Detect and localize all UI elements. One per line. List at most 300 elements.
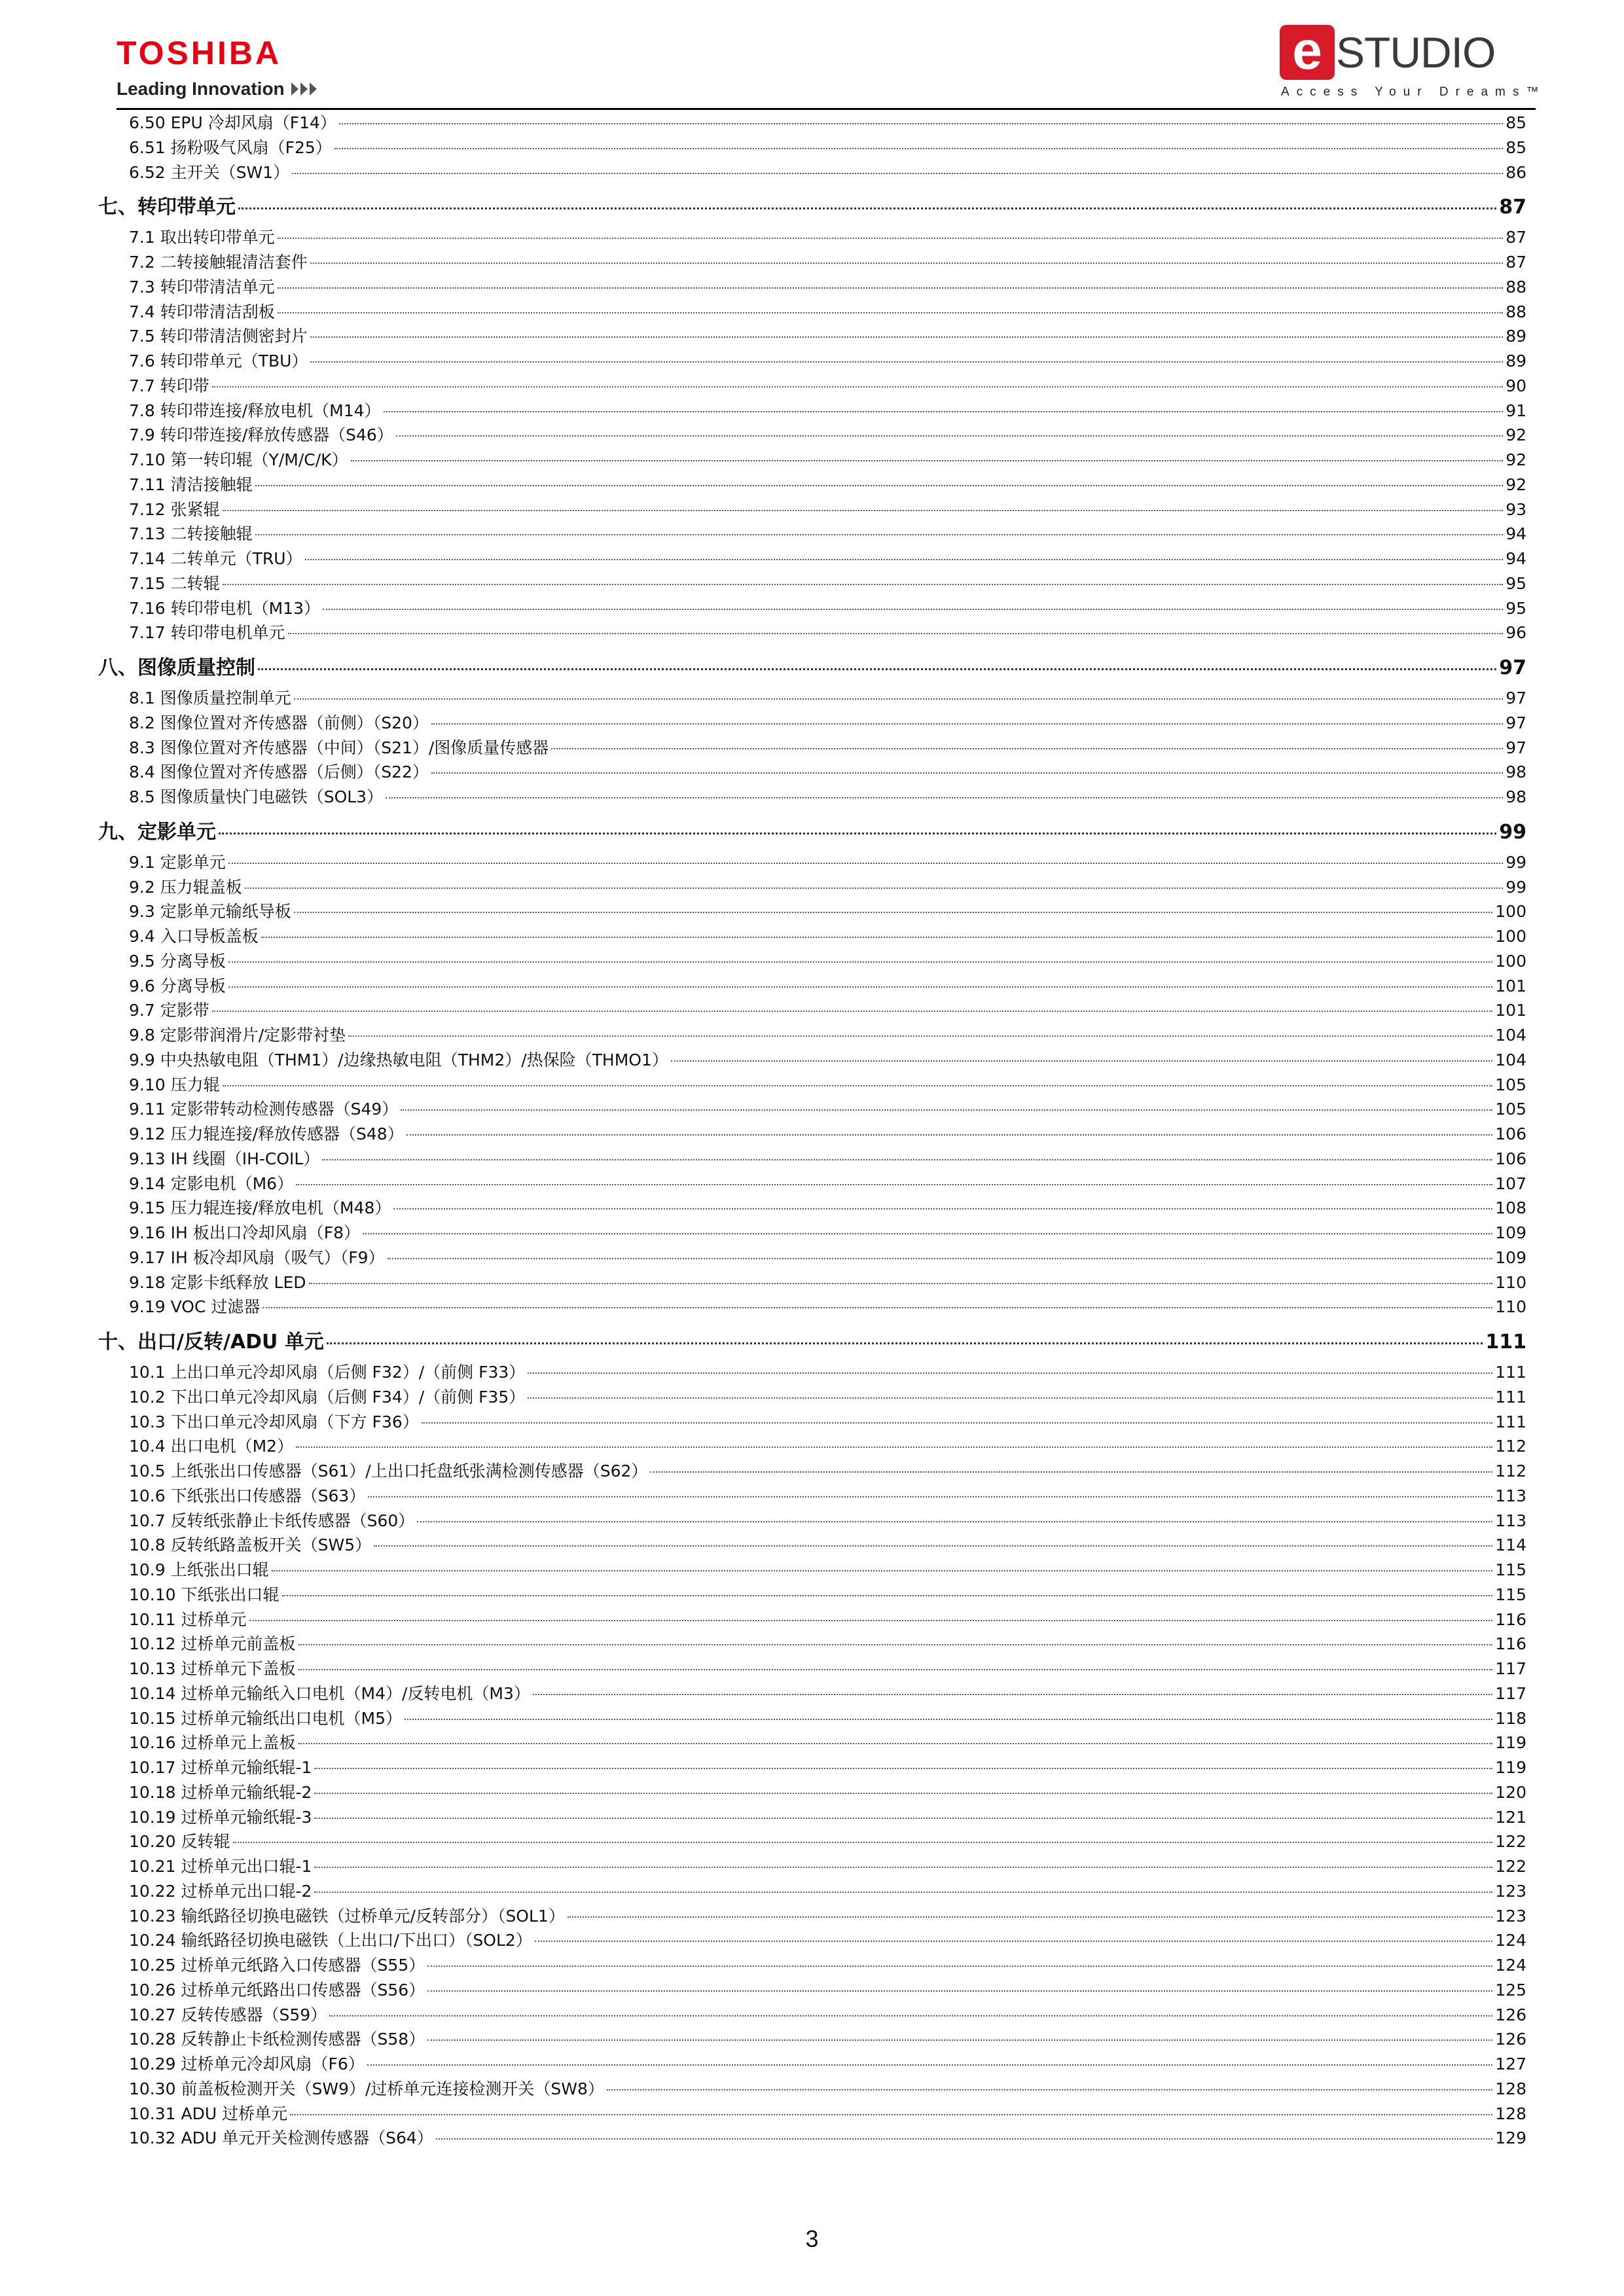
toc-entry-row[interactable] xyxy=(0,1220,1624,1245)
product-slogan: Access Your Dreams™ xyxy=(1281,85,1546,99)
toc-entry-row[interactable] xyxy=(0,784,1624,809)
toc-entry-title: 8.2 图像位置对齐传感器（前侧）（S20） xyxy=(129,713,429,732)
toc-entry-row[interactable] xyxy=(0,1384,1624,1409)
toc-entry-row[interactable] xyxy=(0,2002,1624,2027)
toc-entry-title: 7.16 转印带电机（M13） xyxy=(129,598,320,618)
toc-page-number: 119 xyxy=(1495,1758,1526,1777)
toc-page-number: 113 xyxy=(1495,1486,1526,1505)
toc-page-number: 105 xyxy=(1495,1075,1526,1094)
toc-page-number: 120 xyxy=(1495,1782,1526,1802)
toc-section-row[interactable] xyxy=(0,816,1624,847)
toc-entry-title: 10.24 输纸路径切换电磁铁（上出口/下出口）（SOL2） xyxy=(129,1931,532,1950)
dot-leader xyxy=(431,723,1503,725)
toc-entry-row[interactable] xyxy=(0,1532,1624,1557)
toc-entry-row[interactable] xyxy=(0,398,1624,423)
toc-entry-row[interactable] xyxy=(0,948,1624,973)
toc-entry-title: 7.12 张紧辊 xyxy=(129,499,220,519)
toc-entry-row[interactable] xyxy=(0,135,1624,160)
dot-leader xyxy=(294,912,1493,913)
dot-leader xyxy=(223,1085,1493,1086)
toc-page-number: 112 xyxy=(1495,1437,1526,1456)
toc-entry-title: 9.14 定影电机（M6） xyxy=(129,1174,294,1193)
dot-leader xyxy=(296,1184,1492,1185)
toc-entry-title: 7.2 二转接触辊清洁套件 xyxy=(129,253,308,272)
toc-entry-row[interactable] xyxy=(0,759,1624,784)
toc-page-number: 99 xyxy=(1499,820,1526,844)
toc-page-number: 91 xyxy=(1506,401,1526,420)
dot-leader xyxy=(278,238,1503,239)
toc-entry-row[interactable] xyxy=(0,1409,1624,1434)
toc-entry-row[interactable] xyxy=(0,710,1624,735)
toc-page-number: 127 xyxy=(1495,2054,1526,2073)
toc-entry-row[interactable] xyxy=(0,1878,1624,1903)
toc-page-number: 97 xyxy=(1506,713,1526,732)
toc-entry-title: 9.2 压力辊盖板 xyxy=(129,877,242,897)
toc-page-number: 87 xyxy=(1499,196,1526,219)
brand-name: TOSHIBA xyxy=(117,35,282,71)
toc-entry-row[interactable] xyxy=(0,1458,1624,1483)
toc-page-number: 128 xyxy=(1495,2104,1526,2123)
toc-entry-row[interactable] xyxy=(0,973,1624,998)
toc-entry-row[interactable] xyxy=(0,1755,1624,1780)
dot-leader xyxy=(528,1397,1492,1399)
dot-leader xyxy=(310,336,1503,338)
toc-page-number: 99 xyxy=(1506,877,1526,897)
toc-page-number: 104 xyxy=(1495,1026,1526,1045)
toc-entry-title: 8.3 图像位置对齐传感器（中间）（S21）/图像质量传感器 xyxy=(129,738,549,757)
toc-page-number: 94 xyxy=(1506,549,1526,568)
toc-entry-title: 10.9 上纸张出口辊 xyxy=(129,1560,269,1579)
toc-page-number: 106 xyxy=(1495,1124,1526,1143)
toc-section-row[interactable] xyxy=(0,651,1624,683)
toc-entry-row[interactable] xyxy=(0,1195,1624,1220)
toc-entry-row[interactable] xyxy=(0,874,1624,899)
toc-entry-title: 10.6 下纸张出口传感器（S63） xyxy=(129,1486,366,1505)
toc-page-number: 112 xyxy=(1495,1462,1526,1480)
dot-leader xyxy=(533,1694,1492,1695)
toc-page-number: 97 xyxy=(1499,656,1526,679)
dot-leader xyxy=(296,1446,1492,1448)
toc-page-number: 110 xyxy=(1495,1297,1526,1317)
toc-entry-title: 7.14 二转单元（TRU） xyxy=(129,549,302,568)
toc-entry-row[interactable] xyxy=(0,1270,1624,1295)
toc-entry-title: 10.4 出口电机（M2） xyxy=(129,1437,294,1456)
toc-entry-row[interactable] xyxy=(0,1631,1624,1656)
dot-leader xyxy=(367,2064,1492,2066)
toc-entry-row[interactable] xyxy=(0,1245,1624,1270)
toc-entry-title: 7.17 转印带电机单元 xyxy=(129,623,285,643)
dot-leader xyxy=(245,888,1503,889)
toc-entry-row[interactable] xyxy=(0,160,1624,185)
dot-leader xyxy=(427,1990,1492,1992)
toc-entry-title: 10.27 反转传感器（S59） xyxy=(129,2005,327,2024)
toc-page-number: 92 xyxy=(1506,450,1526,469)
toc-page-number: 85 xyxy=(1506,137,1526,157)
dot-leader xyxy=(219,833,1496,834)
toc-page-number: 100 xyxy=(1495,951,1526,971)
toc-page-number: 126 xyxy=(1495,2030,1526,2049)
toc-entry-title: 9.13 IH 线圈（IH-COIL） xyxy=(129,1149,320,1168)
toc-entry-row[interactable] xyxy=(0,1557,1624,1582)
toc-page-number: 89 xyxy=(1506,351,1526,370)
toc-page-number: 92 xyxy=(1506,475,1526,494)
toc-page-number: 86 xyxy=(1506,162,1526,182)
toc-page-number: 92 xyxy=(1506,425,1526,445)
toc-entry-title: 10.8 反转纸路盖板开关（SW5） xyxy=(129,1535,372,1555)
toc-section-row[interactable] xyxy=(0,190,1624,222)
toc-page-number: 113 xyxy=(1495,1511,1526,1530)
toc-entry-title: 10.11 过桥单元 xyxy=(129,1609,247,1629)
toc-entry-title: 10.2 下出口单元冷却风扇（后侧 F34）/（前侧 F35） xyxy=(129,1387,526,1407)
toc-page-number: 98 xyxy=(1506,787,1526,806)
toc-page-number: 95 xyxy=(1506,598,1526,618)
toc-entry-row[interactable] xyxy=(0,1829,1624,1854)
toc-entry-title: 8.1 图像质量控制单元 xyxy=(129,689,291,708)
toc-page-number: 108 xyxy=(1495,1198,1526,1218)
dot-leader xyxy=(528,1372,1492,1374)
dot-leader xyxy=(228,961,1493,963)
dot-leader xyxy=(327,1342,1483,1344)
toc-entry-title: 10.21 过桥单元出口辊-1 xyxy=(129,1857,312,1876)
toc-entry-row[interactable] xyxy=(0,1022,1624,1047)
dot-leader xyxy=(396,435,1503,437)
toc-entry-title: 9.8 定影带润滑片/定影带衬垫 xyxy=(129,1026,346,1045)
toc-entry-row[interactable] xyxy=(0,735,1624,760)
dot-leader xyxy=(294,698,1503,700)
toc-entry-title: 10.32 ADU 单元开关检测传感器（S64） xyxy=(129,2128,433,2148)
toc-page-number: 104 xyxy=(1495,1050,1526,1069)
toc-entry-row[interactable] xyxy=(0,1072,1624,1097)
dot-leader xyxy=(314,1793,1492,1794)
toc-entry-row[interactable] xyxy=(0,546,1624,571)
toc-entry-title: 9.9 中央热敏电阻（THM1）/边缘热敏电阻（THM2）/热保险（THMO1） xyxy=(129,1050,668,1069)
dot-leader xyxy=(348,1035,1492,1037)
toc-entry-title: 10.13 过桥单元下盖板 xyxy=(129,1659,296,1678)
toc-page-number: 121 xyxy=(1495,1807,1526,1827)
toc-entry-row[interactable] xyxy=(0,497,1624,522)
toc-entry-title: 7.1 取出转印带单元 xyxy=(129,228,275,247)
toc-entry-title: 10.3 下出口单元冷却风扇（下方 F36） xyxy=(129,1412,419,1431)
toc-entry-title: 7.7 转印带 xyxy=(129,376,209,395)
dot-leader xyxy=(309,1283,1493,1284)
toc-entry-title: 9.5 分离导板 xyxy=(129,951,226,971)
toc-page-number: 94 xyxy=(1506,524,1526,544)
toc-page-number: 124 xyxy=(1495,1956,1526,1975)
dot-leader xyxy=(298,1669,1493,1670)
toc-entry-title: 7.5 转印带清洁侧密封片 xyxy=(129,327,308,346)
toc-page-number: 106 xyxy=(1495,1149,1526,1168)
toc-entry-title: 7.8 转印带连接/释放电机（M14） xyxy=(129,401,381,420)
toc-page-number: 115 xyxy=(1495,1585,1526,1604)
toc-entry-row[interactable] xyxy=(0,620,1624,645)
toc-entry-row[interactable] xyxy=(0,1903,1624,1928)
dot-leader xyxy=(393,1208,1492,1210)
toc-page-number: 96 xyxy=(1506,623,1526,643)
toc-entry-title: 7.13 二转接触辊 xyxy=(129,524,253,544)
dot-leader xyxy=(238,207,1496,209)
dot-leader xyxy=(368,1496,1492,1498)
dot-leader xyxy=(551,748,1503,749)
dot-leader xyxy=(228,863,1503,864)
dot-leader xyxy=(386,797,1503,798)
dot-leader xyxy=(535,1941,1492,1942)
dot-leader xyxy=(363,1233,1492,1234)
studio-wordmark: STUDIO xyxy=(1336,28,1496,77)
dot-leader xyxy=(314,1867,1492,1868)
toc-entry-row[interactable] xyxy=(0,1780,1624,1804)
toc-page-number: 99 xyxy=(1506,852,1526,872)
toc-entry-title: 10.19 过桥单元输纸辊-3 xyxy=(129,1807,312,1827)
toc-page-number: 111 xyxy=(1495,1387,1526,1407)
toc-entry-title: 10.18 过桥单元输纸辊-2 xyxy=(129,1782,312,1802)
dot-leader xyxy=(292,173,1503,174)
toc-entry-row[interactable] xyxy=(0,2051,1624,2076)
toc-page-number: 109 xyxy=(1495,1247,1526,1267)
toc-entry-row[interactable] xyxy=(0,1483,1624,1508)
dot-leader xyxy=(278,287,1503,289)
dot-leader xyxy=(374,1545,1492,1547)
toc-page-number: 88 xyxy=(1506,277,1526,296)
toc-page-number: 129 xyxy=(1495,2128,1526,2148)
toc-entry-row[interactable] xyxy=(0,1977,1624,2002)
dot-leader xyxy=(401,1109,1492,1111)
toc-entry-row[interactable] xyxy=(0,224,1624,249)
toc-entry-title: 10.1 上出口单元冷却风扇（后侧 F32）/（前侧 F33） xyxy=(129,1363,526,1382)
dot-leader xyxy=(417,1521,1492,1522)
toc-page-number: 117 xyxy=(1495,1659,1526,1678)
toc-entry-title: 9.3 定影单元输纸导板 xyxy=(129,902,291,922)
toc-page-number: 125 xyxy=(1495,1980,1526,2000)
dot-leader xyxy=(388,1258,1493,1259)
toc-entry-row[interactable] xyxy=(0,1359,1624,1384)
dot-leader xyxy=(298,1743,1493,1744)
toc-entry-row[interactable] xyxy=(0,373,1624,398)
dot-leader xyxy=(298,1644,1493,1645)
page-number: 3 xyxy=(805,2225,819,2252)
dot-leader xyxy=(334,148,1503,149)
toc-entry-row[interactable] xyxy=(0,1681,1624,1706)
toc-page-number: 97 xyxy=(1506,689,1526,708)
toc-entry-title: 10.16 过桥单元上盖板 xyxy=(129,1733,296,1753)
toc-section-title: 九、定影单元 xyxy=(98,820,216,844)
toc-entry-title: 10.10 下纸张出口辊 xyxy=(129,1585,280,1604)
toc-page-number: 95 xyxy=(1506,573,1526,593)
toc-section-title: 七、转印带单元 xyxy=(98,196,236,219)
dot-leader xyxy=(405,1719,1492,1720)
toc-entry-row[interactable] xyxy=(0,323,1624,348)
dot-leader xyxy=(272,1570,1493,1571)
dot-leader xyxy=(322,1159,1492,1160)
toc-entry-row[interactable] xyxy=(0,299,1624,324)
toc-entry-row[interactable] xyxy=(0,472,1624,497)
dot-leader xyxy=(314,1892,1492,1893)
toc-entry-title: 7.9 转印带连接/释放传感器（S46） xyxy=(129,425,393,445)
dot-leader xyxy=(288,633,1504,634)
toc-entry-title: 9.4 入口导板盖板 xyxy=(129,927,259,946)
dot-leader xyxy=(436,2138,1492,2140)
toc-page-number: 111 xyxy=(1495,1412,1526,1431)
toc-entry-title: 9.18 定影卡纸释放 LED xyxy=(129,1272,306,1292)
toc-entry-row[interactable] xyxy=(0,1047,1624,1072)
toc-entry-row[interactable] xyxy=(0,1804,1624,1829)
toc-page-number: 105 xyxy=(1495,1100,1526,1119)
dot-leader xyxy=(323,609,1503,610)
toc-entry-row[interactable] xyxy=(0,1171,1624,1196)
toc-page-number: 116 xyxy=(1495,1634,1526,1654)
toc-entry-row[interactable] xyxy=(0,110,1624,135)
toc-page-number: 90 xyxy=(1506,376,1526,395)
toc-page-number: 111 xyxy=(1485,1331,1526,1354)
dot-leader xyxy=(262,1307,1492,1308)
toc-entry-row[interactable] xyxy=(0,447,1624,472)
dot-leader xyxy=(261,937,1493,938)
dot-leader xyxy=(351,460,1504,461)
toc-entry-row[interactable] xyxy=(0,1096,1624,1121)
toc-page-number: 110 xyxy=(1495,1272,1526,1292)
toc-entry-title: 9.19 VOC 过滤器 xyxy=(129,1297,261,1317)
dot-leader xyxy=(212,1011,1493,1012)
dot-leader xyxy=(422,1422,1493,1424)
toc-entry-title: 10.5 上纸张出口传感器（S61）/上出口托盘纸张满检测传感器（S62） xyxy=(129,1462,648,1480)
toc-entry-row[interactable] xyxy=(0,2101,1624,2126)
dot-leader xyxy=(282,1595,1493,1596)
toc-entry-title: 10.31 ADU 过桥单元 xyxy=(129,2104,288,2123)
toc-page-number: 119 xyxy=(1495,1733,1526,1753)
toc-entry-title: 10.7 反转纸张静止卡纸传感器（S60） xyxy=(129,1511,415,1530)
toc-page-number: 87 xyxy=(1506,253,1526,272)
toc-entry-title: 9.11 定影带转动检测传感器（S49） xyxy=(129,1100,399,1119)
toc-page-number: 100 xyxy=(1495,902,1526,922)
dot-leader xyxy=(223,510,1504,511)
toc-entry-title: 9.1 定影单元 xyxy=(129,852,226,872)
toc-entry-row[interactable] xyxy=(0,1607,1624,1632)
toc-entry-row[interactable] xyxy=(0,1121,1624,1146)
toc-entry-row[interactable] xyxy=(0,997,1624,1022)
toc-entry-title: 9.12 压力辊连接/释放传感器（S48） xyxy=(129,1124,404,1143)
toc-page-number: 117 xyxy=(1495,1683,1526,1703)
toc-section-row[interactable] xyxy=(0,1325,1624,1357)
toc-entry-row[interactable] xyxy=(0,1508,1624,1533)
toc-entry-title: 9.7 定影带 xyxy=(129,1001,209,1020)
toc-entry-row[interactable] xyxy=(0,1146,1624,1171)
toc-entry-row[interactable] xyxy=(0,1952,1624,1977)
toc-page-number: 123 xyxy=(1495,1906,1526,1926)
toc-page-number: 87 xyxy=(1506,228,1526,247)
toc-entry-title: 10.14 过桥单元输纸入口电机（M4）/反转电机（M3） xyxy=(129,1683,530,1703)
toc-entry-row[interactable] xyxy=(0,924,1624,948)
toc-entry-row[interactable] xyxy=(0,1928,1624,1952)
dot-leader xyxy=(607,2089,1492,2090)
toc-entry-row[interactable] xyxy=(0,850,1624,874)
toc-entry-row[interactable] xyxy=(0,1854,1624,1878)
toc-entry-title: 7.10 第一转印辊（Y/M/C/K） xyxy=(129,450,348,469)
toc-entry-row[interactable] xyxy=(0,2026,1624,2051)
toc-page-number: 97 xyxy=(1506,738,1526,757)
toc-entry-row[interactable] xyxy=(0,2076,1624,2101)
dot-leader xyxy=(258,668,1496,670)
toc-page-number: 107 xyxy=(1495,1174,1526,1193)
dot-leader xyxy=(427,1965,1492,1967)
dot-leader xyxy=(339,123,1503,124)
toc-entry-row[interactable] xyxy=(0,274,1624,299)
toc-entry-row[interactable] xyxy=(0,1582,1624,1607)
dot-leader xyxy=(255,534,1504,535)
dot-leader xyxy=(249,1620,1493,1621)
toc-entry-row[interactable] xyxy=(0,596,1624,620)
toc-entry-row[interactable] xyxy=(0,422,1624,447)
toc-entry-title: 9.16 IH 板出口冷却风扇（F8） xyxy=(129,1223,361,1242)
toc-entry-title: 10.29 过桥单元冷却风扇（F6） xyxy=(129,2054,365,2073)
toc-entry-title: 9.10 压力辊 xyxy=(129,1075,220,1094)
toc-entry-title: 6.52 主开关（SW1） xyxy=(129,162,290,182)
toc-page-number: 124 xyxy=(1495,1931,1526,1950)
toc-entry-title: 10.22 过桥单元出口辊-2 xyxy=(129,1881,312,1901)
toc-entry-row[interactable] xyxy=(0,1294,1624,1319)
dot-leader xyxy=(223,584,1504,585)
toc-entry-row[interactable] xyxy=(0,2125,1624,2150)
toc-entry-title: 7.3 转印带清洁单元 xyxy=(129,277,275,296)
toc-entry-title: 10.12 过桥单元前盖板 xyxy=(129,1634,296,1654)
toc-entry-title: 6.51 扬粉吸气风扇（F25） xyxy=(129,137,332,157)
toc-page-number: 118 xyxy=(1495,1708,1526,1728)
dot-leader xyxy=(329,2015,1492,2017)
toc-entry-title: 10.20 反转辊 xyxy=(129,1832,230,1852)
toc-entry-row[interactable] xyxy=(0,249,1624,274)
toc-entry-row[interactable] xyxy=(0,685,1624,710)
toc-entry-row[interactable] xyxy=(0,571,1624,596)
dot-leader xyxy=(278,312,1503,314)
toc-entry-row[interactable] xyxy=(0,1433,1624,1458)
dot-leader xyxy=(310,262,1503,264)
dot-leader xyxy=(384,411,1504,412)
toc-entry-title: 10.28 反转静止卡纸检测传感器（S58） xyxy=(129,2030,425,2049)
toc-section-title: 十、出口/反转/ADU 单元 xyxy=(98,1331,324,1354)
toc-section-title: 八、图像质量控制 xyxy=(98,656,255,679)
toc-page-number: 100 xyxy=(1495,927,1526,946)
toc-entry-title: 10.25 过桥单元纸路入口传感器（S55） xyxy=(129,1956,425,1975)
toc-page-number: 115 xyxy=(1495,1560,1526,1579)
dot-leader xyxy=(314,1818,1492,1819)
toc-page-number: 122 xyxy=(1495,1857,1526,1876)
toc-entry-title: 7.6 转印带单元（TBU） xyxy=(129,351,308,370)
toc-entry-title: 10.17 过桥单元输纸辊-1 xyxy=(129,1758,312,1777)
toc-page-number: 128 xyxy=(1495,2079,1526,2098)
tagline-text: Leading Innovation xyxy=(117,79,285,99)
toc-entry-row[interactable] xyxy=(0,1656,1624,1681)
toc-entry-row[interactable] xyxy=(0,1730,1624,1755)
toc-page-number: 89 xyxy=(1506,327,1526,346)
dot-leader xyxy=(431,772,1503,774)
toc-entry-title: 10.26 过桥单元纸路出口传感器（S56） xyxy=(129,1980,425,2000)
toc-entry-row[interactable] xyxy=(0,899,1624,924)
toc-entry-title: 7.15 二转辊 xyxy=(129,573,220,593)
dot-leader xyxy=(314,1768,1492,1769)
toc-entry-title: 8.4 图像位置对齐传感器（后侧）（S22） xyxy=(129,762,429,782)
toc-page-number: 109 xyxy=(1495,1223,1526,1242)
toc-entry-row[interactable] xyxy=(0,348,1624,373)
toc-page-number: 116 xyxy=(1495,1609,1526,1629)
dot-leader xyxy=(290,2114,1492,2115)
e-logo-mark: e xyxy=(1280,25,1335,80)
toc-entry-row[interactable] xyxy=(0,1706,1624,1731)
toc-entry-row[interactable] xyxy=(0,521,1624,546)
toc-page-number: 111 xyxy=(1495,1363,1526,1382)
toc-page-number: 101 xyxy=(1495,976,1526,996)
toc-entry-title: 7.4 转印带清洁刮板 xyxy=(129,302,275,321)
dot-leader xyxy=(406,1134,1493,1136)
toc-page-number: 101 xyxy=(1495,1001,1526,1020)
toc-page-number: 122 xyxy=(1495,1832,1526,1852)
